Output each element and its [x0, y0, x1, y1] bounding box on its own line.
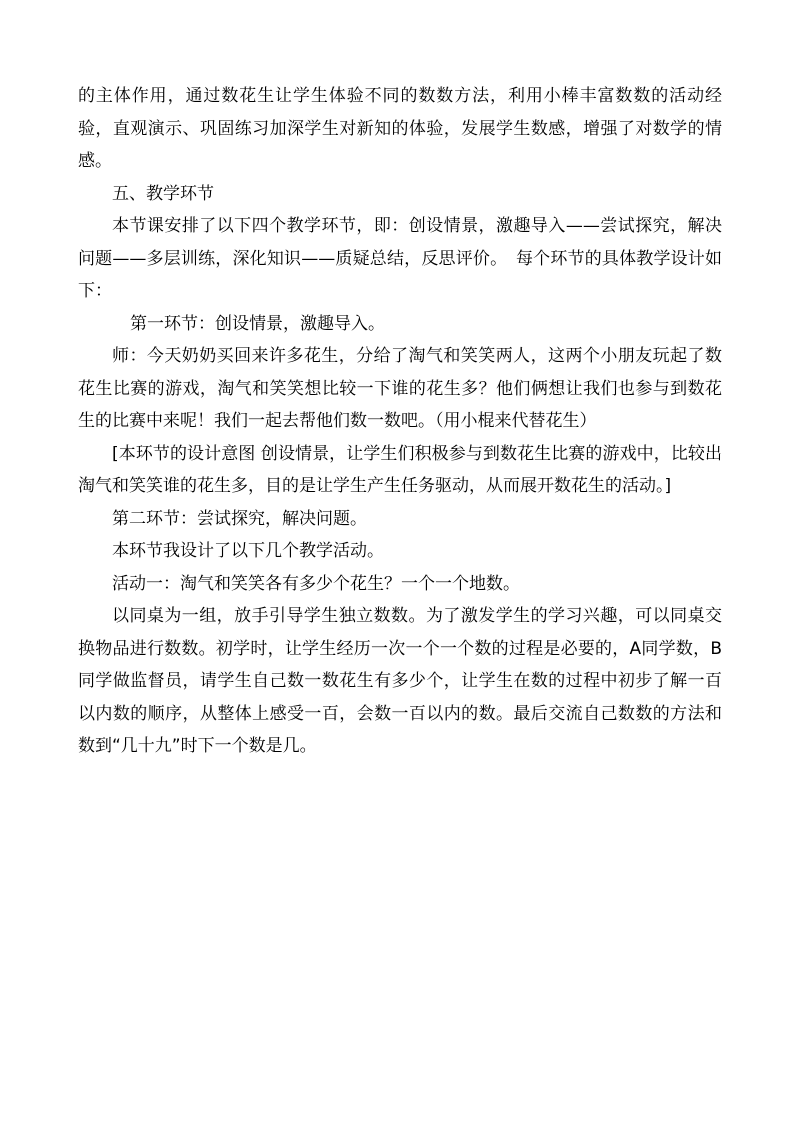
paragraph-design-intent: [本环节的设计意图 创设情景，让学生们积极参与到数花生比赛的游戏中，比较出淘气和笑笑谁的花生多，目的是让学生产生任务驱动，从而展开数花生的活动。] — [78, 443, 722, 496]
paragraph-overview: 本节课安排了以下四个教学环节，即：创设情景，激趣导入——尝试探究，解决问题——多层训练，深化知识——质疑总结，反思评价。 每个环节的具体教学设计如下： — [78, 216, 722, 301]
stage-two-heading: 第二环节：尝试探究，解决问题。 — [112, 508, 367, 529]
paragraph-activity-one-detail: 以同桌为一组，放手引导学生独立数数。为了激发学生的学习兴趣，可以同桌交换物品进行数数。初学时，让学生经历一次一个一个数的过程是必要的，A同学数，B同学做监督员，请学生自己数一数花生有多少个，让学生在数的过程中初步了解一百以内数的顺序，从整体上感受一百，会数一百以内的数。最后交流自己数数的方法和数到“几十九”时下一个数是几。 — [78, 606, 722, 756]
paragraph-teacher-story: 师：今天奶奶买回来许多花生，分给了淘气和笑笑两人，这两个小朋友玩起了数花生比赛的游戏，淘气和笑笑想比较一下谁的花生多？他们俩想让我们也参与到数花生的比赛中来呢！我们一起去帮他们数一数吧。（用小棍来代替花生） — [78, 346, 722, 431]
section-heading-five: 五、教学环节 — [112, 183, 214, 204]
activity-one-heading: 活动一：淘气和笑笑各有多少个花生？一个一个地数。 — [112, 573, 520, 594]
document-body — [78, 80, 722, 763]
paragraph-activities-intro: 本环节我设计了以下几个教学活动。 — [112, 541, 384, 561]
stage-one-heading: 第一环节：创设情景，激趣导入。 — [130, 313, 385, 334]
paragraph-continuation: 的主体作用，通过数花生让学生体验不同的数数方法，利用小棒丰富数数的活动经验，直观演示、巩固练习加深学生对新知的体验，发展学生数感，增强了对数学的情感。 — [78, 86, 722, 171]
